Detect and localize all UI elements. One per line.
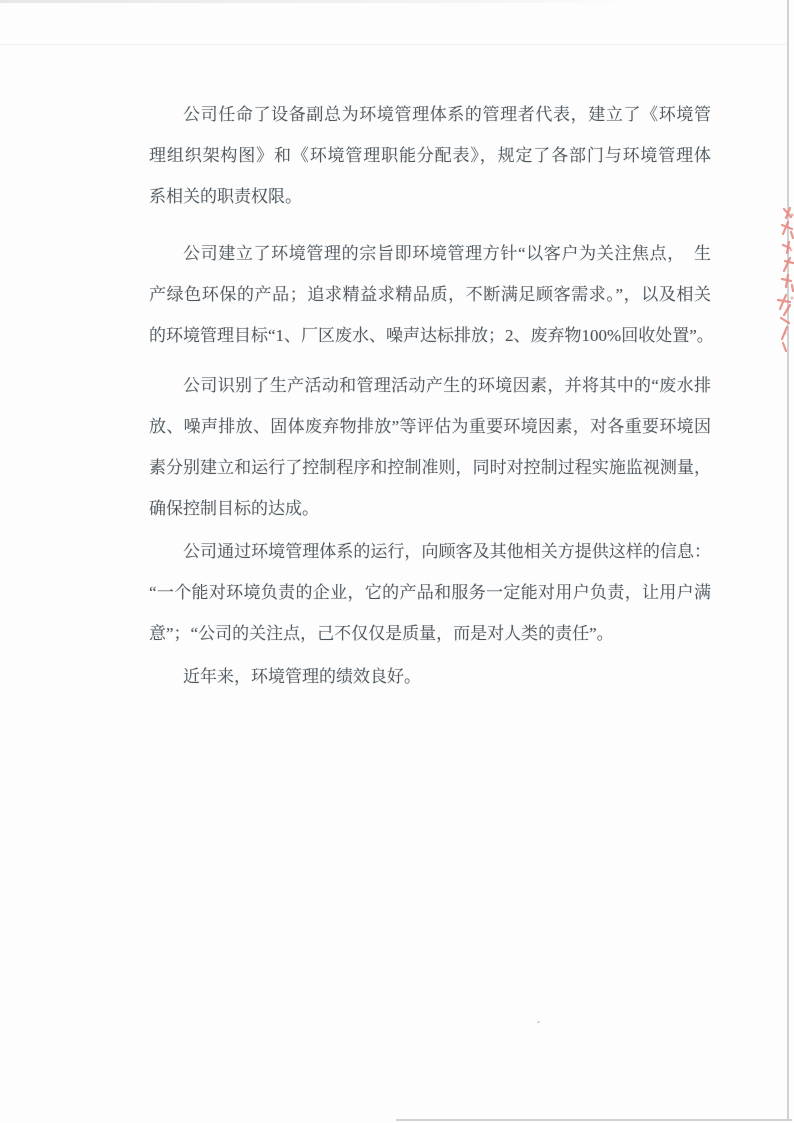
text-line: 确保控制目标的达成。 [149,499,319,518]
text-line: 公司识别了生产活动和管理活动产生的环境因素，并将其中的“废水排 [183,376,711,395]
document-body [149,94,714,699]
scan-top-edge-artifact [0,0,640,3]
text-line: 系相关的职责权限。 [149,187,302,206]
text-line: 公司建立了环境管理的宗旨即环境管理方针“以客户为关注焦点， 生 [183,244,711,263]
scan-fold-line [0,44,787,45]
text-line: 公司任命了设备副总为环境管理体系的管理者代表，建立了《环境管 [183,105,711,124]
paragraph [149,233,714,356]
text-line: “一个能对环境负责的企业，它的产品和服务一定能对用户负责，让用户满 [149,583,711,602]
scan-page-edge-bottom [396,1119,792,1121]
paragraph [149,531,711,654]
text-line: 公司通过环境管理体系的运行，向顾客及其他相关方提供这样的信息： [183,542,711,561]
red-stamp-fragment-icon [770,205,794,355]
text-line: 近年来，环境管理的绩效良好。 [183,667,421,686]
paragraph [149,365,711,529]
text-line: 放、噪声排放、固体废弃物排放”等评估为重要环境因素，对各重要环境因 [149,417,711,436]
text-line: 产绿色环保的产品；追求精益求精品质，不断满足顾客需求。”，以及相关 [149,285,711,304]
text-line: 的环境管理目标“1、厂区废水、噪声达标排放；2、废弃物100%回收处置”。 [149,326,714,345]
text-line: 理组织架构图》和《环境管理职能分配表》，规定了各部门与环境管理体 [149,146,711,165]
text-line: 意”；“公司的关注点，己不仅仅是质量，而是对人类的责任”。 [149,624,614,643]
text-line: 素分别建立和运行了控制程序和控制准则，同时对控制过程实施监视测量， [149,458,711,477]
paragraph [149,94,711,217]
scan-speck-artifact [537,1021,540,1023]
paragraph [149,656,711,697]
scan-page-edge-right [787,0,789,1121]
